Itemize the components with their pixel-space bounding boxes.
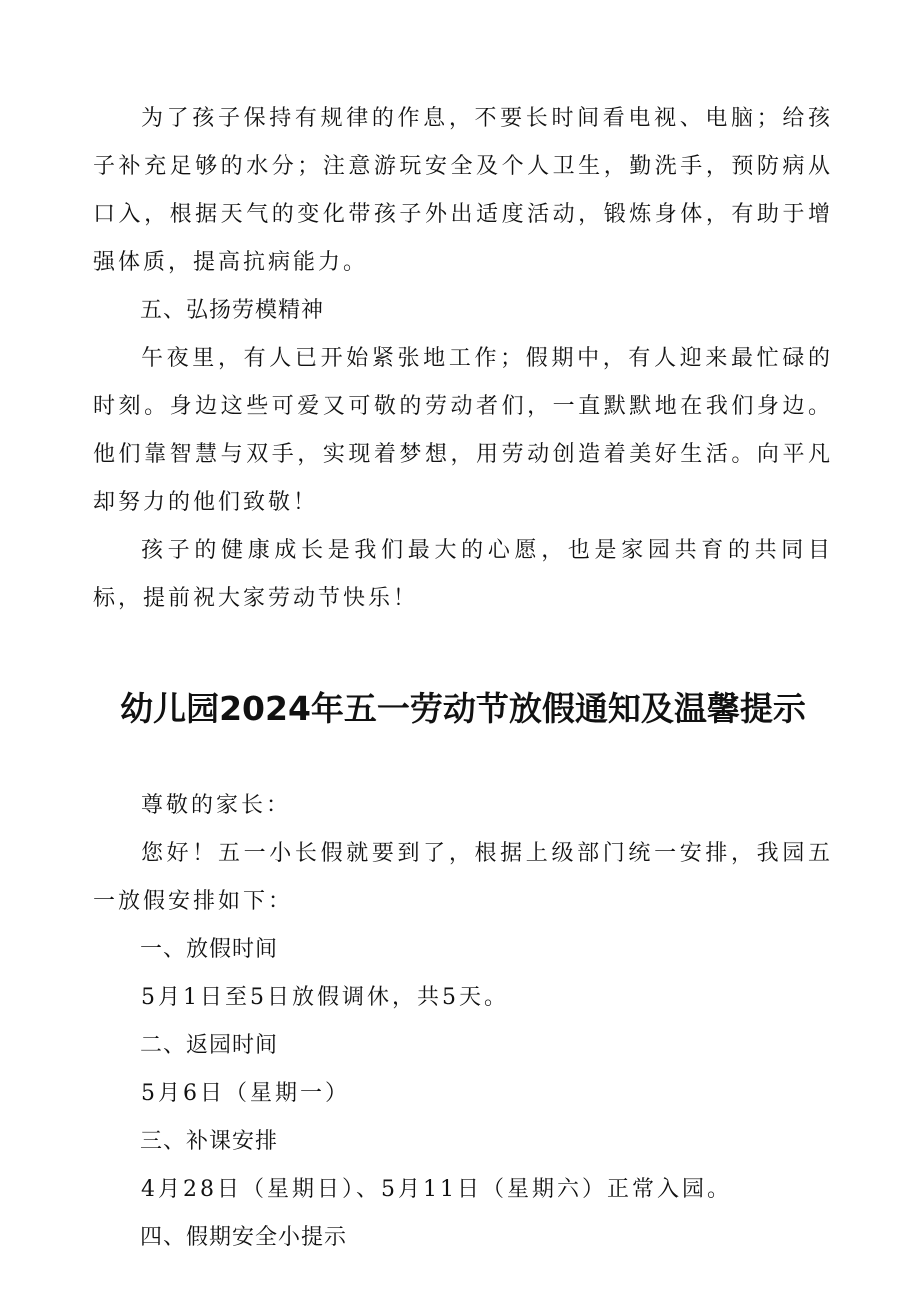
- section-heading-holiday-time: 一、放假时间: [140, 937, 279, 962]
- top-margin: [93, 0, 833, 95]
- section-heading-safety-tips: 四、假期安全小提示: [140, 1225, 348, 1250]
- notice-intro: 您好！五一小长假就要到了，根据上级部门统一安排，我园五一放假安排如下：: [93, 841, 833, 914]
- paragraph-health-tips: 为了孩子保持有规律的作息，不要长时间看电视、电脑；给孩子补充足够的水分；注意游玩安全及个人卫生，勤洗手，预防病从口入，根据天气的变化带孩子外出适度活动，锻炼身体，有助于增强体质，提高抗病能力。: [93, 106, 833, 275]
- spacer: [93, 733, 833, 782]
- greeting-line: 尊敬的家长：: [141, 793, 292, 818]
- section-heading-return-time: 二、返园时间: [140, 1033, 279, 1058]
- spacer: [93, 623, 833, 685]
- notice-title: 幼儿园2024年五一劳动节放假通知及温馨提示: [120, 689, 806, 728]
- section-heading-makeup-schedule: 三、补课安排: [140, 1129, 279, 1154]
- makeup-schedule-text: 4月28日（星期日）、5月11日（星期六）正常入园。: [141, 1177, 732, 1202]
- paragraph-labor-tribute: 午夜里，有人已开始紧张地工作；假期中，有人迎来最忙碌的时刻。身边这些可爱又可敬的劳动者们，一直默默地在我们身边。他们靠智慧与双手，实现着梦想，用劳动创造着美好生活。向平凡却努力的他们致敬！: [93, 346, 833, 515]
- holiday-time-text: 5月1日至5日放假调休，共5天。: [141, 985, 509, 1010]
- document-page: [93, 0, 833, 1262]
- return-time-text: 5月6日（星期一）: [141, 1081, 350, 1106]
- section-heading-labor-spirit: 五、弘扬劳模精神: [140, 298, 325, 323]
- paragraph-closing-wishes: 孩子的健康成长是我们最大的心愿，也是家园共育的共同目标，提前祝大家劳动节快乐！: [93, 538, 833, 611]
